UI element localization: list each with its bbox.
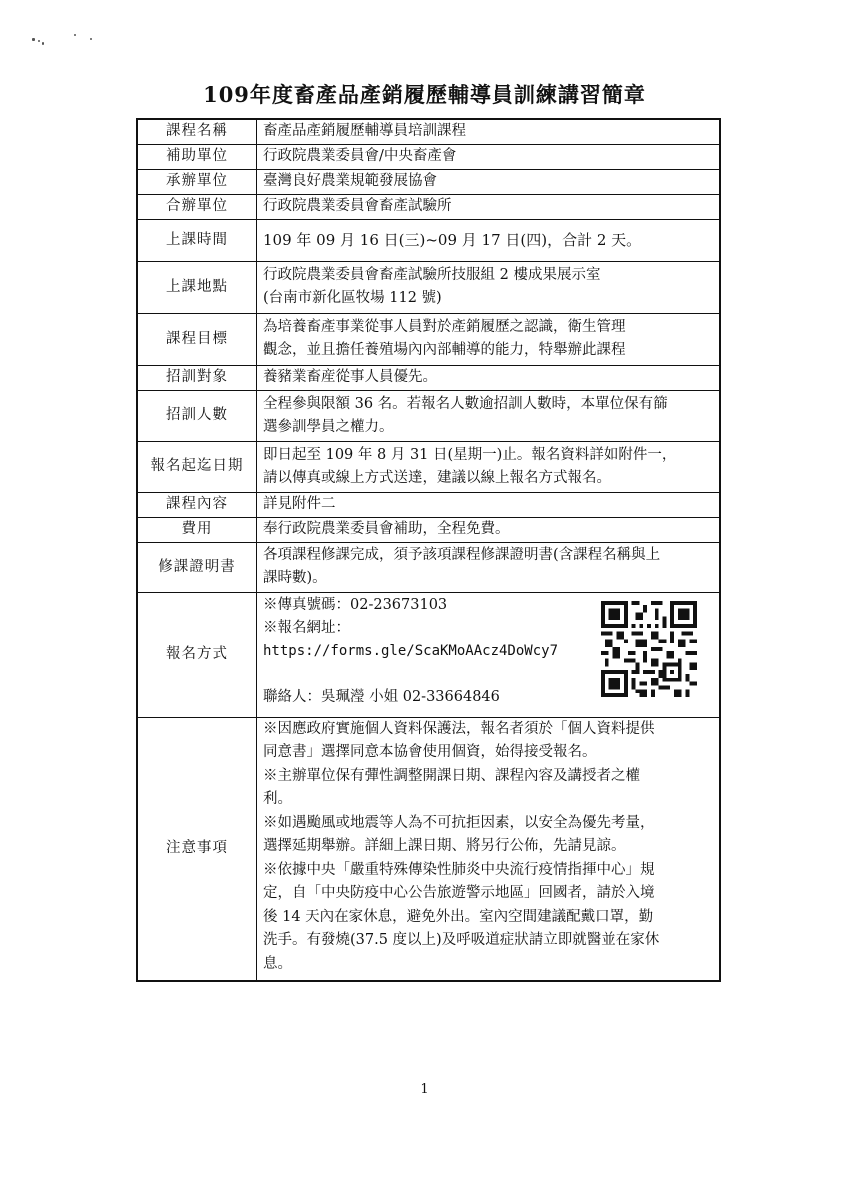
row-value: 奉行政院農業委員會補助，全程免費。: [257, 517, 721, 542]
row-value: 行政院農業委員會畜產試驗所技服組 2 樓成果展示室 (台南市新化區牧場 112 號): [257, 261, 721, 313]
row-label: 招訓人數: [137, 390, 257, 441]
row-label: 上課時間: [137, 219, 257, 261]
fax-number: ※傳真號碼：02-23673103: [263, 596, 448, 613]
table-row: [137, 194, 720, 219]
row-value: 全程參與限額 36 名。若報名人數逾招訓人數時，本單位保有篩 選參訓學員之權力。: [257, 390, 721, 441]
signup-row: [137, 592, 720, 717]
signup-cell: [257, 592, 721, 717]
signup-url-label: ※報名網址：: [263, 619, 350, 636]
row-value: 各項課程修課完成，須予該項課程修課證明書(含課程名稱與上 課時數)。: [257, 542, 721, 592]
table-row: [137, 542, 720, 592]
row-label: 課程名稱: [137, 119, 257, 144]
table-row: [137, 313, 720, 365]
row-value: 行政院農業委員會/中央畜產會: [257, 144, 721, 169]
row-value: 即日起至 109 年 8 月 31 日(星期一)止。報名資料詳如附件一， 請以傳真或線上方式送達，建議以線上報名方式報名。: [257, 441, 721, 492]
row-label: 課程內容: [137, 492, 257, 517]
notes-cell: ※因應政府實施個人資料保護法，報名者須於「個人資料提供 同意書」選擇同意本協會使用個資，始得接受報名。 ※主辦單位保有彈性調整開課日期、課程內容及講授者之權 利。 ※如遇颱風或地震等人為不可抗拒因素，以安全為優先考量， 選擇延期舉辦。詳細上課日期、將另行公佈，先請見諒。 ※依據中央「嚴重特殊傳染性肺炎中央流行疫情指揮中心」規 定，自「中央防疫中心公告旅遊警示地區」回國者，請於入境 後 14 天內在家休息，避免外出。室內空間建議配戴口罩，勤 洗手。有發燒(37.5 度以上)及呼吸道症狀請立即就醫並在家休 息。: [257, 717, 721, 981]
table-row: [137, 169, 720, 194]
table-row: [137, 261, 720, 313]
row-label: 課程目標: [137, 313, 257, 365]
table-row: [137, 119, 720, 144]
table-row: [137, 365, 720, 390]
table-row: [137, 517, 720, 542]
row-label: 修課證明書: [137, 542, 257, 592]
row-label: 招訓對象: [137, 365, 257, 390]
page-number: 1: [420, 1082, 429, 1097]
row-label: 合辦單位: [137, 194, 257, 219]
table-row: [137, 441, 720, 492]
row-label: 報名方式: [137, 592, 257, 717]
row-value: 109 年 09 月 16 日(三)~09 月 17 日(四)，合計 2 天。: [257, 219, 721, 261]
row-value: 畜產品產銷履歷輔導員培訓課程: [257, 119, 721, 144]
row-value: 為培養畜產事業從事人員對於產銷履歷之認識，衛生管理 觀念，並且擔任養殖場內內部輔導的能力，特舉辦此課程: [257, 313, 721, 365]
contact-person: 聯絡人：吳珮瀅 小姐 02-33664846: [263, 688, 500, 705]
table-row: [137, 219, 720, 261]
info-table: [136, 118, 721, 982]
table-row: [137, 492, 720, 517]
row-label: 補助單位: [137, 144, 257, 169]
row-value: 詳見附件二: [257, 492, 721, 517]
row-label: 注意事項: [137, 717, 257, 981]
scan-specks: [30, 30, 100, 50]
table-row: [137, 144, 720, 169]
row-value: 行政院農業委員會畜產試驗所: [257, 194, 721, 219]
row-value: 臺灣良好農業規範發展協會: [257, 169, 721, 194]
table-row: [137, 390, 720, 441]
signup-url-link[interactable]: https://forms.gle/ScaKMoAAcz4DoWcy7: [263, 642, 559, 659]
row-label: 費用: [137, 517, 257, 542]
page-title: 109年度畜產品產銷履歷輔導員訓練講習簡章: [203, 82, 646, 107]
row-label: 報名起迄日期: [137, 441, 257, 492]
notes-row: [137, 717, 720, 981]
row-label: 上課地點: [137, 261, 257, 313]
qr-code-icon: [601, 601, 697, 697]
row-label: 承辦單位: [137, 169, 257, 194]
row-value: 養豬業畜産從事人員優先。: [257, 365, 721, 390]
